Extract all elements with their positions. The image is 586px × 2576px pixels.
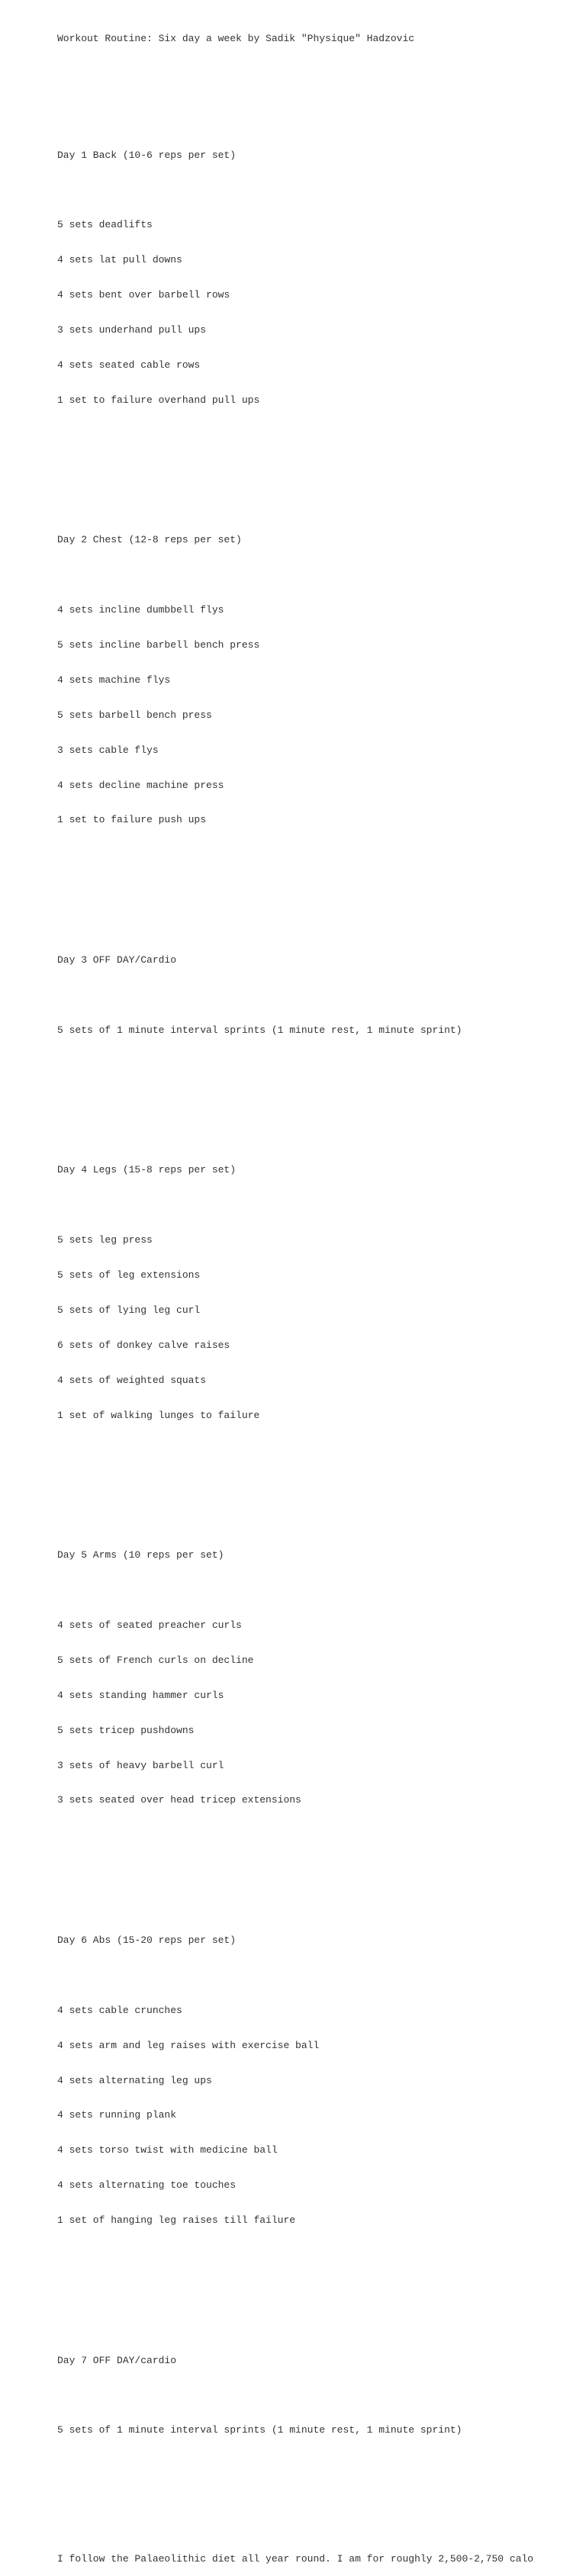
exercise-item: 4 sets torso twist with medicine ball <box>57 2144 278 2156</box>
exercise-item: 4 sets lat pull downs <box>57 254 182 266</box>
day-section-2 <box>57 511 584 850</box>
exercise-item: 5 sets barbell bench press <box>57 709 212 721</box>
exercise-item: 1 set to failure push ups <box>57 814 207 826</box>
exercise-item: 6 sets of donkey calve raises <box>57 1339 230 1351</box>
exercise-item: 5 sets of 1 minute interval sprints (1 minute rest, 1 minute sprint) <box>57 2424 462 2436</box>
exercise-item: 4 sets seated cable rows <box>57 359 201 371</box>
day-section-5 <box>57 1526 584 1830</box>
day-section-1 <box>57 126 584 429</box>
exercise-item: 1 set to failure overhand pull ups <box>57 394 260 406</box>
day-section-3 <box>57 931 584 1059</box>
exercise-item: 4 sets bent over barbell rows <box>57 289 230 301</box>
day-heading: Day 1 Back (10-6 reps per set) <box>57 149 237 161</box>
day-section-6 <box>57 1911 584 2250</box>
exercise-item: 5 sets tricep pushdowns <box>57 1724 195 1736</box>
exercise-item: 4 sets incline dumbbell flys <box>57 604 224 616</box>
day-heading: Day 4 Legs (15-8 reps per set) <box>57 1164 237 1176</box>
day-heading: Day 5 Arms (10 reps per set) <box>57 1549 224 1561</box>
exercise-item: 4 sets machine flys <box>57 674 171 686</box>
exercise-item: 1 set of walking lunges to failure <box>57 1409 260 1421</box>
exercise-item: 4 sets alternating toe touches <box>57 2179 237 2192</box>
day-heading: Day 7 OFF DAY/cardio <box>57 2354 177 2366</box>
day-heading: Day 3 OFF DAY/Cardio <box>57 954 177 966</box>
day-heading: Day 6 Abs (15-20 reps per set) <box>57 1934 237 1946</box>
exercise-item: 5 sets of lying leg curl <box>57 1304 201 1316</box>
exercise-item: 5 sets of leg extensions <box>57 1269 201 1282</box>
footer-paragraph: I follow the Palaeolithic diet all year round. I am for roughly 2,500-2,750 calo <box>57 2552 534 2565</box>
exercise-item: 5 sets of French curls on decline <box>57 1654 254 1666</box>
exercise-item: 3 sets underhand pull ups <box>57 324 207 336</box>
exercise-item: 4 sets running plank <box>57 2109 177 2121</box>
exercise-item: 4 sets of weighted squats <box>57 1374 207 1386</box>
exercise-item: 5 sets leg press <box>57 1234 153 1246</box>
exercise-item: 4 sets standing hammer curls <box>57 1689 224 1701</box>
exercise-item: 4 sets of seated preacher curls <box>57 1619 242 1631</box>
exercise-item: 4 sets arm and leg raises with exercise ball <box>57 2039 320 2051</box>
exercise-item: 3 sets of heavy barbell curl <box>57 1759 224 1771</box>
day-heading: Day 2 Chest (12-8 reps per set) <box>57 534 242 546</box>
exercise-item: 3 sets cable flys <box>57 744 159 756</box>
exercise-item: 5 sets incline barbell bench press <box>57 639 260 651</box>
exercise-item: 4 sets cable crunches <box>57 2004 182 2016</box>
document-page <box>57 9 584 2576</box>
day-section-7 <box>57 2331 584 2459</box>
exercise-item: 5 sets deadlifts <box>57 219 153 231</box>
exercise-item: 3 sets seated over head tricep extensions <box>57 1794 301 1806</box>
exercise-item: 4 sets alternating leg ups <box>57 2074 212 2086</box>
document-title: Workout Routine: Six day a week by Sadik "Physique" Hadzovic <box>57 32 415 44</box>
day-section-4 <box>57 1141 584 1445</box>
exercise-item: 5 sets of 1 minute interval sprints (1 minute rest, 1 minute sprint) <box>57 1024 462 1036</box>
exercise-item: 4 sets decline machine press <box>57 779 224 791</box>
exercise-item: 1 set of hanging leg raises till failure <box>57 2214 296 2227</box>
